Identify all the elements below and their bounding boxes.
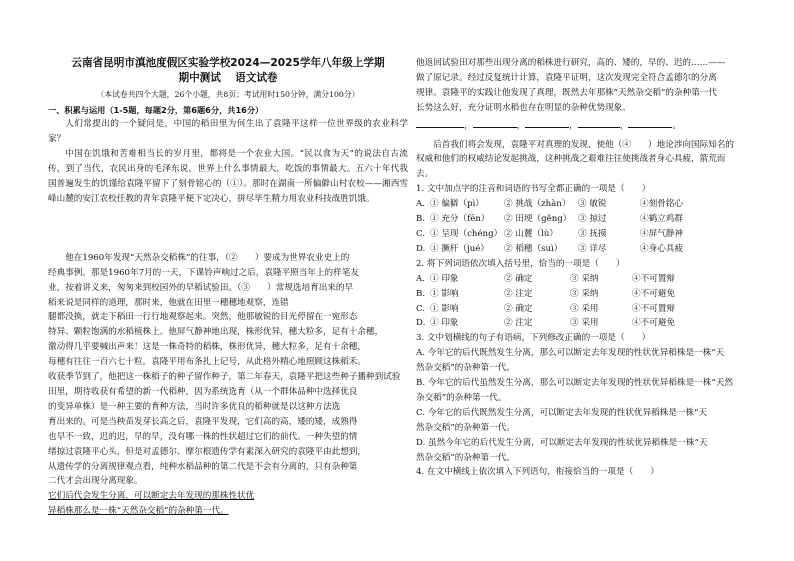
option-item: ② 山麓（lù）: [504, 228, 558, 239]
option-item: ④刻骨铭心: [640, 199, 683, 210]
option-item: ③ 采纳: [570, 288, 599, 299]
option-item: ② 稻穗（suì）: [504, 243, 563, 254]
passage-paragraph-3: [48, 251, 408, 490]
answer-option[interactable]: [416, 272, 770, 287]
answer-option[interactable]: [416, 197, 770, 212]
question-stem: 3. 文中划横线的句子有语病，下列修改正确的一项是（ ）: [416, 333, 651, 344]
passage-line: 长势这么好，充分证明水稻也存在明显的杂种优势现象。: [416, 102, 631, 113]
answer-option-text: D. 虽然今年它的后代发生分离，可以断定去年发现的性状优异稻株是一株“天: [416, 437, 708, 448]
passage-line: 二代才会出现分离现象。: [48, 476, 143, 487]
underlined-sentence-part1: 它们后代会发生分离，可以断定去年发现的那株性状优: [48, 491, 255, 502]
option-item: ① 影响: [430, 288, 459, 299]
passage-line: 业，按着讲义来，匆匆来到校园外的早稻试验田。（③ ）常规选培育出来的早: [48, 282, 354, 293]
option-item: ② 注定: [504, 288, 533, 299]
passage-line: 去。: [416, 169, 434, 180]
exam-title-line2: 期中测试 语文试卷: [178, 72, 278, 84]
option-item: ② 确定: [504, 273, 533, 284]
answer-option-text: 杂交稻”的杂种第一代。: [416, 392, 507, 403]
option-item: ② 挑战（zhàn）: [504, 199, 571, 210]
question-stem: 1. 文中加点字的注音和词语的书写全都正确的一项是（ ）: [416, 184, 651, 195]
option-item: ① 充分（fēn）: [430, 214, 490, 225]
question-stem: 4. 在文中横线上依次填入下列语句，衔接恰当的一项是（ ）: [416, 467, 659, 478]
answer-option[interactable]: [416, 316, 770, 331]
passage-line: 他在1960年发现“天然杂交稻株”的往事，（② ）要成为世界农业史上的: [65, 252, 350, 263]
option-item: ② 注定: [504, 318, 533, 329]
option-item: ③ 敏锐: [578, 199, 607, 210]
option-item: ④鹤立鸡群: [640, 214, 683, 225]
passage-line: 腿都没换，就走下稻田一行行地观察起来。突然，他那敏锐的目光停留在一宛形态: [48, 312, 358, 323]
answer-option[interactable]: [416, 242, 770, 257]
passage-paragraph-2-render: 中国在饥饿和苦难相当长的岁月里，都将是一个农业大国。“民以食为天”的说法自古流传，到了当代，农民出身的毛泽东说，世界上什么事情最大，吃饭的事情最大。五六十年代我国普遍发生的饥馑给袁隆平留下了刻骨铭心的（①）。那时在湖南一所偏僻山村农校——湘西雪峰山麓的安江农校任教的青年袁隆平便下定决心，拼尽毕生精力用农业科技战胜饥饿。: [48, 148, 408, 204]
passage-line: 绪掠过袁隆平心头，但是对孟德尔、摩尔根遗传学有素深入研究的袁隆平由此想到，: [48, 446, 366, 457]
passage-paragraph-4: [416, 138, 770, 183]
passage-line: 激动得几乎要喊出声来！这是一株奇特的稻株，株形优异，穗大粒多，足有十余穗，: [48, 342, 366, 353]
answer-option[interactable]: [416, 302, 770, 317]
question-stem: 2. 将下列词语依次填入括号里，恰当的一项是（ ）: [416, 258, 625, 269]
passage-line: 育出来的。可是当秧苗发芽长高之后，袁隆平发现，它们高的高，矮的矮，成熟得: [48, 416, 358, 427]
option-item: ④不可避免: [632, 288, 675, 299]
option-letter: B.: [416, 288, 426, 299]
passage-line: 特异、颗粒饱满的水稻植株上。他屏气静神地出现，株形优异，穗大粒多，足有十余穗，: [48, 327, 384, 338]
answer-option[interactable]: [416, 227, 770, 242]
blank-lines-row: ， ， ， ， 。: [416, 118, 770, 134]
passage-line: 后首我们将会发现，袁隆平对真理的发现，使他（④ ）地论涉向国际知名的: [433, 139, 734, 150]
option-letter: A.: [416, 273, 425, 284]
passage-line: 经典事例。那是1960年7月的一天，下课铃声响过之后，袁隆平照当年上的样笔友: [48, 267, 359, 278]
passage-tail-underlined: [48, 489, 408, 504]
option-item: ② 确定: [504, 303, 533, 314]
option-item: ③ 采用: [570, 318, 599, 329]
right-column: [416, 56, 770, 480]
option-item: ④屏气静神: [640, 228, 683, 239]
option-letter: C.: [416, 303, 426, 314]
option-item: ① 影响: [430, 303, 459, 314]
option-item: ① 印象: [430, 273, 459, 284]
exam-note: （本试卷共四个大题，26个小题，共8页；考试用时150分钟，满分100分）: [96, 90, 360, 99]
left-column: [48, 56, 408, 519]
passage-continuation: [416, 56, 770, 116]
option-item: ④身心具疲: [640, 243, 683, 254]
option-letter: A.: [416, 199, 425, 210]
passage-line: 田里，期待收获有希望的新一代稻种，因为系统选育（从一个群体品种中选择优良: [48, 386, 358, 397]
exam-title-line1: 云南省昆明市滇池度假区实验学校2024—2025学年八年级上学期: [71, 57, 385, 69]
option-item: ④不可置辩: [632, 303, 675, 314]
passage-line: 也早不一致，迟的迟，早的早，没有哪一株的性状超过它们的前代。一种失望的情: [48, 431, 358, 442]
passage-line: 规律。袁隆平的实践让他发现了真理，既然去年那株“天然杂交稻”的杂种第一代: [416, 87, 717, 98]
section-heading: 一、积累与运用（1-5题，每题2分，第6题6分，共16分）: [48, 105, 264, 115]
option-item: ③ 采纳: [570, 273, 599, 284]
passage-last-line: [48, 504, 408, 519]
option-item: ③ 采用: [570, 303, 599, 314]
answer-option-text: C. 今年它的后代既然发生分离，可以断定去年发现的性状优异稻株是一株“天: [416, 407, 708, 418]
answer-option-text: A. 今年它的后代既然发生分离，那么可以断定去年发现的性状优异稻株是一株“天: [416, 348, 725, 359]
option-item: ② 田埂（gěng）: [504, 214, 572, 225]
option-letter: D.: [416, 243, 426, 254]
questions-list: [416, 182, 770, 480]
answer-option-text: 然杂交稻”的杂种第一代。: [416, 363, 515, 374]
option-item: ① 偏僻（pì）: [430, 199, 484, 210]
answer-option-text: 然杂交稻”的杂种第一代。: [416, 422, 515, 433]
option-item: ① 呈现（chéng）: [430, 228, 503, 239]
answer-option[interactable]: [416, 212, 770, 227]
option-item: ③ 掠过: [578, 214, 607, 225]
answer-option-text: B. 今年它的后代虽然发生分离，那么可以断定去年发现的性状优异稻株是一株“天然: [416, 378, 733, 389]
passage-line: 每穗有往往一百六七十粒。袁隆平用布条扎上记号，从此格外精心地照顾这株稻禾。: [48, 357, 366, 368]
option-item: ① 印象: [430, 318, 459, 329]
passage-line: 做了原记录。经过反复统计计算，袁隆平证明，这次发现完全符合孟德尔的分离: [416, 72, 717, 83]
option-item: ③ 抚摸: [578, 228, 607, 239]
answer-option-text: 然杂交稻”的杂种第一代。: [416, 452, 515, 463]
option-item: ④不可置辩: [632, 273, 675, 284]
passage-line: 他返回试验田对那些出现分离的稻株进行研究，高的、矮的，早的、迟的……——: [416, 58, 726, 68]
passage-line: 从遗传学的分离规律观点看，纯种水稻品种的第二代是不会有分离的，只有杂种第: [48, 461, 358, 472]
answer-option[interactable]: [416, 287, 770, 302]
option-item: ③ 详尽: [578, 243, 607, 254]
option-letter: C.: [416, 228, 426, 239]
underlined-sentence-part2: 异稻株那么是一株“天然杂交稻”的杂种第一代。: [48, 506, 229, 517]
option-item: ④不可避免: [632, 318, 675, 329]
passage-line: 权威和他们的权威结论发起挑战，这种挑战之艰难往往使挑战者身心具疲，箭荒而: [416, 154, 726, 165]
option-item: ① 撅杆（jué）: [430, 243, 489, 254]
passage-paragraph-1: 人们常提出的一个疑问是，中国的稻田里为何生出了袁隆平这样一位世界级的农业科学家？: [48, 119, 408, 144]
passage-line: 的变异单株）是一种主要的育种方法，当时许多优良的稻种就是以这种方法选: [48, 401, 341, 412]
passage-line: 稻来说是同样的道理，那时来，他就在田里一穗穗地观察，连错: [48, 297, 289, 308]
option-letter: B.: [416, 214, 426, 225]
option-letter: D.: [416, 318, 426, 329]
passage-line: 收获季节到了，他把这一株稻子的种子留作种子，第二年春天，袁隆平把这些种子播种到试验: [48, 372, 401, 383]
